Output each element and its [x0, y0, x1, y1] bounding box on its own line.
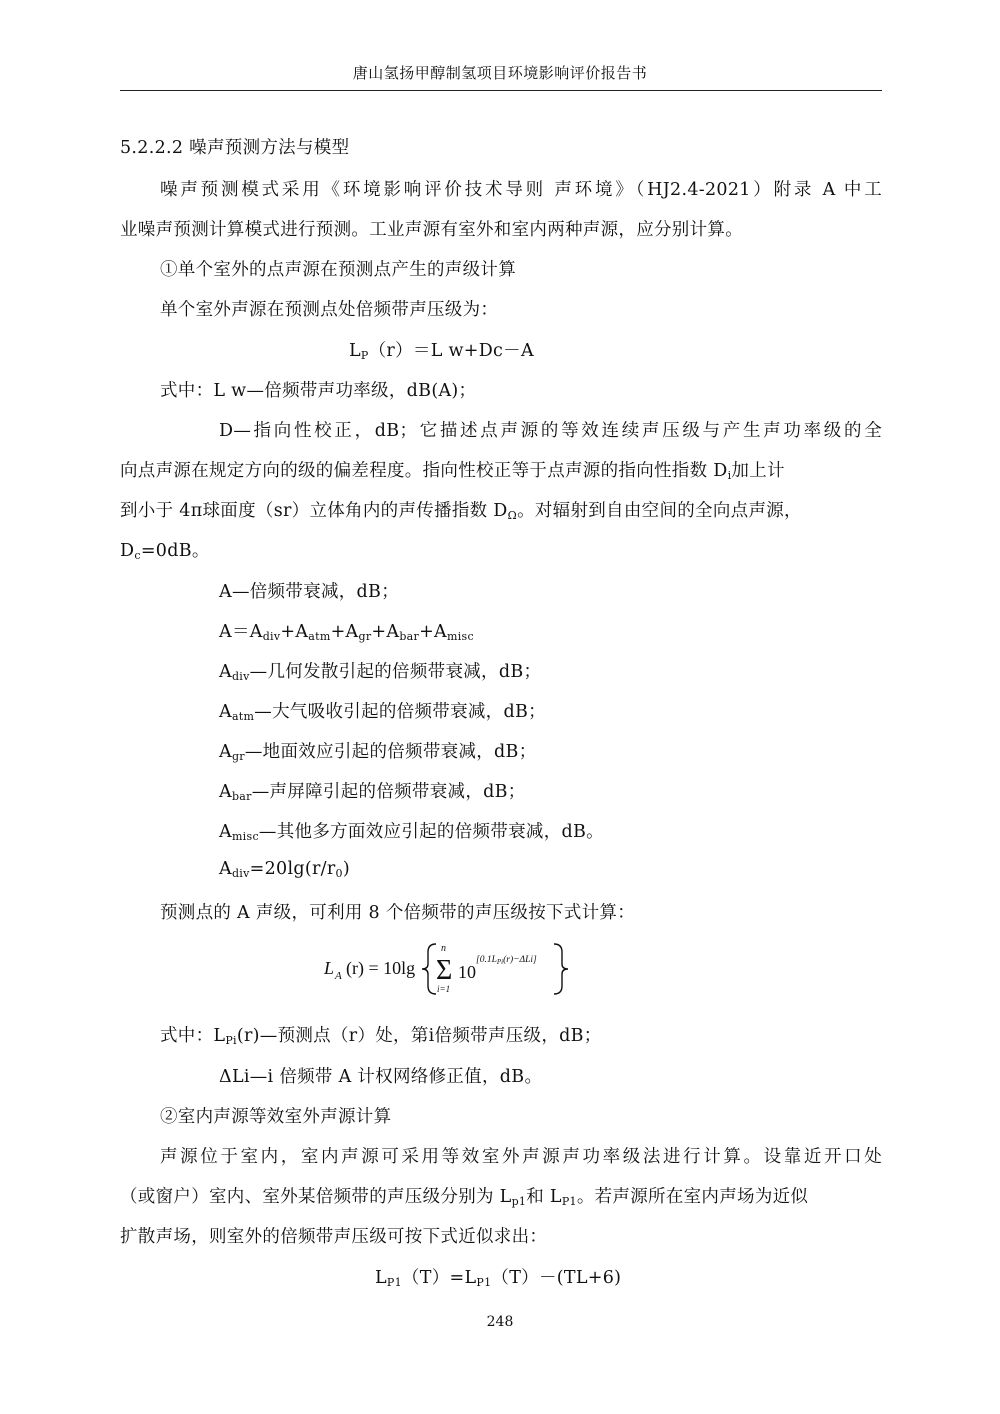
formula-a-plus-4: +A [419, 622, 447, 642]
la-formula [318, 938, 578, 998]
formula-a [219, 618, 474, 643]
formula-a-plus-2: +A [330, 622, 359, 642]
def-agr-text: —地面效应引起的倍频带衰减，dB； [244, 742, 537, 762]
formula-adiv: $A_{div}=20\lg(r/r_0)$ [219, 859, 350, 880]
def-aatm-text: —大气吸收引起的倍频带衰减，dB； [254, 702, 546, 722]
formula-last-l1: L [375, 1268, 387, 1288]
def-lpi [160, 1022, 602, 1047]
def-adiv-sub: div [231, 670, 250, 683]
def-amisc-text: —其他多方面效应引起的倍频带衰减，dB。 [258, 822, 604, 842]
def-agr-sub: gr [231, 750, 245, 763]
formula-a-sub-3: gr [358, 630, 372, 643]
section-title: 5.2.2.2 噪声预测方法与模型 [120, 138, 350, 158]
formula-last-s2: P1 [476, 1276, 492, 1289]
formula-a-lead: A＝A [219, 622, 263, 642]
def-abar: $A_{bar}—$声屏障引起的倍频带衰减，dB； [219, 782, 526, 803]
def-dli: ΔLi—i 倍频带 A 计权网络修正值，dB。 [219, 1067, 543, 1087]
def-lpi-sub: Pi [225, 1034, 237, 1047]
part2-line-1: 声源位于室内，室内声源可采用等效室外声源声功率级法进行计算。设靠近开口处 [160, 1147, 882, 1167]
def-lw: 式中：L w—倍频带声功率级，dB(A)； [160, 381, 477, 401]
def-d-line-4 [120, 537, 210, 562]
right-brace [554, 944, 568, 994]
intro-line-2: 业噪声预测计算模式进行预测。工业声源有室外和室内两种声源，应分别计算。 [120, 220, 743, 240]
def-d-line-2-sub: i [727, 469, 732, 482]
formula-last [375, 1264, 621, 1289]
la-lead: 预测点的 A 声级，可利用 8 个倍频带的声压级按下式计算： [160, 903, 636, 923]
header-rule [120, 90, 882, 91]
def-amisc: $A_{misc}—$其他多方面效应引起的倍频带衰减，dB。 [219, 822, 604, 843]
formula-a-sub-4: bar [399, 630, 420, 643]
part2-line-2-c: 。若声源所在室内声场为近似 [576, 1187, 809, 1207]
formula-a-plus-1: +A [280, 622, 309, 642]
def-lpi-text: (r)—预测点（r）处，第i倍频带声压级，dB； [236, 1026, 602, 1046]
def-d-line-2-tail: 加上计 [731, 461, 785, 481]
def-d-line-3-tail: 。对辐射到自由空间的全向点声源， [517, 501, 802, 521]
sum-top: n [441, 943, 446, 954]
formula-lp-lhs-sub: P [360, 349, 369, 362]
formula-adiv-text: =20lg(r/r [249, 859, 336, 879]
def-amisc-sub: misc [231, 830, 259, 843]
la-formula-lhs-sub: A [335, 970, 342, 982]
page-header-title: 唐山氢扬甲醇制氢项目环境影响评价报告书 [352, 64, 648, 82]
formula-last-s1: P1 [386, 1276, 402, 1289]
part2-line-3: 扩散声场，则室外的倍频带声压级可按下式近似求出： [120, 1227, 548, 1247]
def-d-line-2-text: 向点声源在规定方向的级的偏差程度。指向性校正等于点声源的指向性指数 D [120, 461, 728, 481]
def-d-line-1: D—指向性校正，dB；它描述点声源的等效连续声压级与产生声功率级的全 [219, 421, 882, 441]
la-formula-arg: (r) = 10lg [346, 958, 416, 978]
formula-a-plus-3: +A [371, 622, 400, 642]
la-formula-exponent: $[0.1L_{Pi}(r)-\Delta Li]$ [476, 955, 537, 966]
formula-a-sub-5: misc [446, 630, 474, 643]
formula-last-m2: （T）－(TL+6) [491, 1268, 622, 1288]
formula-lp-rhs: （r）＝L w+Dc－A [368, 341, 534, 361]
part1-heading: ①单个室外的点声源在预测点产生的声级计算 [160, 260, 516, 280]
part2-line-2-a: （或窗户）室内、室外某倍频带的声压级分别为 L [120, 1187, 512, 1207]
part2-line-2-b: 和 L [526, 1187, 562, 1207]
def-d-line-3-sub: Ω [507, 509, 518, 522]
def-lpi-prefix: 式中：L [160, 1026, 226, 1046]
def-d-line-4-main: D [120, 541, 135, 561]
def-d-line-4-sub: c [134, 549, 141, 562]
la-formula-base: 10 [458, 962, 476, 982]
def-abar-text: —声屏障引起的倍频带衰减，dB； [251, 782, 526, 802]
def-aatm: $A_{atm}—$大气吸收引起的倍频带衰减，dB； [219, 702, 546, 723]
def-d-line-3-text: 到小于 4π球面度（sr）立体角内的声传播指数 D [120, 501, 508, 521]
formula-lp-lhs: L [349, 341, 361, 361]
la-formula-lhs: L [324, 958, 335, 978]
def-a: A—倍频带衰减，dB； [219, 582, 399, 602]
def-d-line-4-tail: =0dB。 [140, 541, 210, 561]
intro-line-1: 噪声预测模式采用《环境影响评价技术导则 声环境》（HJ2.4-2021）附录 A 中工 [160, 180, 882, 200]
part2-line-2 [120, 1183, 808, 1208]
formula-a-sub-2: atm [308, 630, 331, 643]
part1-lead: 单个室外声源在预测点处倍频带声压级为： [160, 300, 499, 320]
formula-lp [349, 337, 534, 362]
formula-adiv-sub: div [231, 867, 250, 880]
sigma-symbol: Σ [436, 955, 453, 986]
def-d-line-2 [120, 457, 785, 482]
def-aatm-sub: atm [231, 710, 255, 723]
left-brace [422, 944, 436, 994]
def-abar-sub: bar [231, 790, 252, 803]
def-agr: $A_{gr}—$地面效应引起的倍频带衰减，dB； [219, 742, 537, 763]
formula-adiv-tail: ) [342, 859, 350, 879]
def-adiv-text: —几何发散引起的倍频带衰减，dB； [249, 662, 542, 682]
part2-heading: ②室内声源等效室外声源计算 [160, 1107, 392, 1127]
page-number: 248 [486, 1314, 514, 1330]
formula-last-m1: （T）=L [401, 1268, 477, 1288]
formula-a-sub-1: div [262, 630, 281, 643]
def-d-line-3 [120, 497, 802, 522]
part2-line-2-sub1: p1 [511, 1195, 527, 1208]
part2-line-2-sub2: P1 [561, 1195, 577, 1208]
def-adiv: $A_{div}—$几何发散引起的倍频带衰减，dB； [219, 662, 542, 683]
sum-bottom: i=1 [437, 984, 451, 994]
formula-adiv-sub2: 0 [335, 867, 343, 880]
